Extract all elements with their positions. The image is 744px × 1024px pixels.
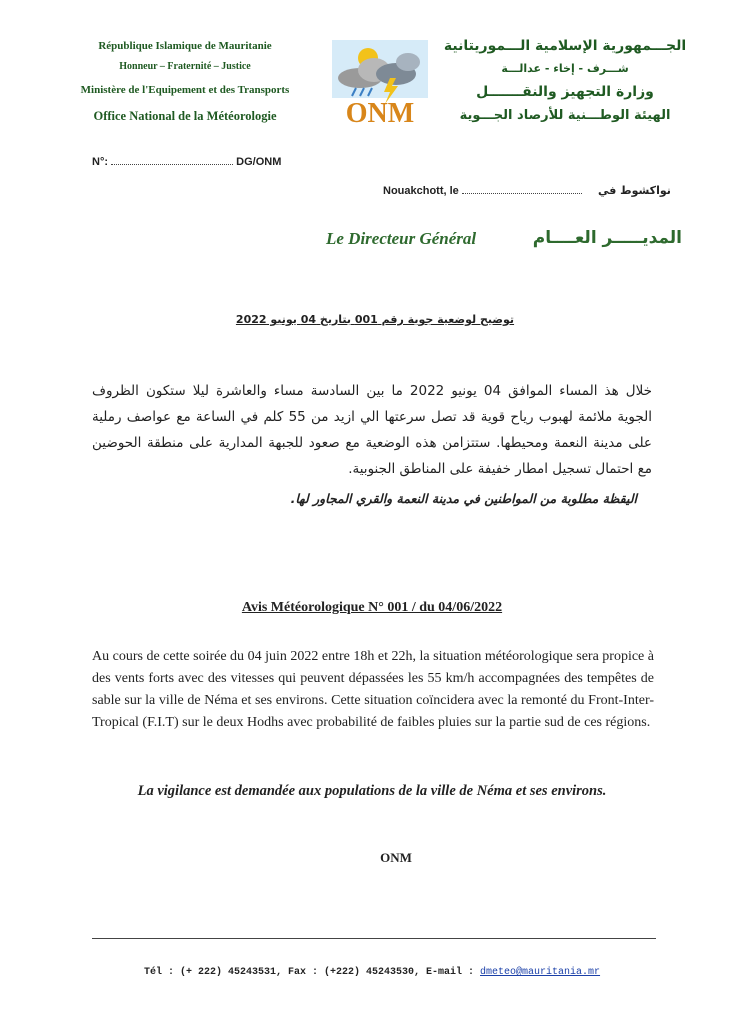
- french-vigilance: La vigilance est demandée aux populations de la ville de Néma et ses environs.: [137, 783, 607, 799]
- header-fr-country: République Islamique de Mauritanie: [98, 40, 272, 52]
- place-date-label: Nouakchott, le: [383, 185, 459, 197]
- header-ar-ministry: وزارة التجهيز والنقـــــــل: [476, 84, 654, 100]
- header-fr-ministry: Ministère de l'Equipement et des Transports: [80, 84, 290, 96]
- reference-number-suffix: DG/ONM: [236, 156, 282, 168]
- place-date-blank: [462, 193, 582, 194]
- header-ar-country: الجـــمهورية الإسلامية الـــموريتانية: [443, 38, 687, 54]
- place-date-arabic: نواكشوط في: [598, 184, 671, 197]
- header-fr-motto: Honneur – Fraternité – Justice: [119, 61, 251, 72]
- arabic-notice-title: توضيح لوضعية جوية رقم 001 بتاريخ 04 يونيو 2022: [235, 313, 515, 326]
- footer-contact-text: Tél : (+ 222) 45243531, Fax : (+222) 45243530, E-mail :: [143, 967, 481, 978]
- onm-logo: [330, 38, 430, 130]
- footer-email-link[interactable]: dmeteo@mauritania.mr: [480, 967, 601, 978]
- reference-number-label: N°:: [92, 156, 109, 168]
- header-fr-office: Office National de la Météorologie: [93, 109, 277, 123]
- director-title-ar: المديـــــر العــــام: [532, 228, 682, 248]
- header-ar-motto: شـــرف - إخاء - عدالـــة: [501, 62, 629, 75]
- french-notice-body: Au cours de cette soirée du 04 juin 2022 entre 18h et 22h, la situation météorologique sera propice à des vents forts avec des vitesses qui peuvent dépassées les 55 km/h accompagnées des tempêtes de sable sur la ville de Néma et ses environs. Cette situation coïncidera avec la remonté du Front-Inter-Tropical (F.I.T) sur le deux Hodhs avec probabilité de faibles pluies sur la partie sud de ces régions.: [92, 649, 654, 730]
- footer-divider: [92, 938, 656, 939]
- reference-number: [92, 156, 281, 168]
- arabic-vigilance: اليقظة مطلوبة من المواطنين في مدينة النعمة والقري المجاور لها.: [290, 491, 637, 506]
- header-ar-office: الهيئة الوطـــنية للأرصاد الجـــوية: [459, 108, 671, 123]
- onm-logo-text: ONM: [345, 98, 415, 129]
- signature: ONM: [380, 850, 412, 865]
- place-date: [383, 185, 582, 197]
- director-title-fr: Le Directeur Général: [326, 229, 477, 248]
- arabic-notice-body: خلال هذ المساء الموافق 04 يونيو 2022 ما بين السادسة مساء والعاشرة ليلا ستكون الظروف الجوية ملائمة لهبوب رياح قوية قد تصل سرعتها الي ازيد من 55 كلم في الساعة مع عواصف رملية على مدينة النعمة ومحيطها. ستتزامن هذه الوضعية مع صعود للجبهة المدارية على منطقة الحوضين مع احتمال تسجيل امطار خفيفة على المناطق الجنوبية.: [92, 383, 652, 477]
- french-notice-title: Avis Météorologique N° 001 / du 04/06/2022: [241, 600, 503, 615]
- footer-contact: [0, 967, 744, 978]
- reference-number-blank: [111, 164, 233, 165]
